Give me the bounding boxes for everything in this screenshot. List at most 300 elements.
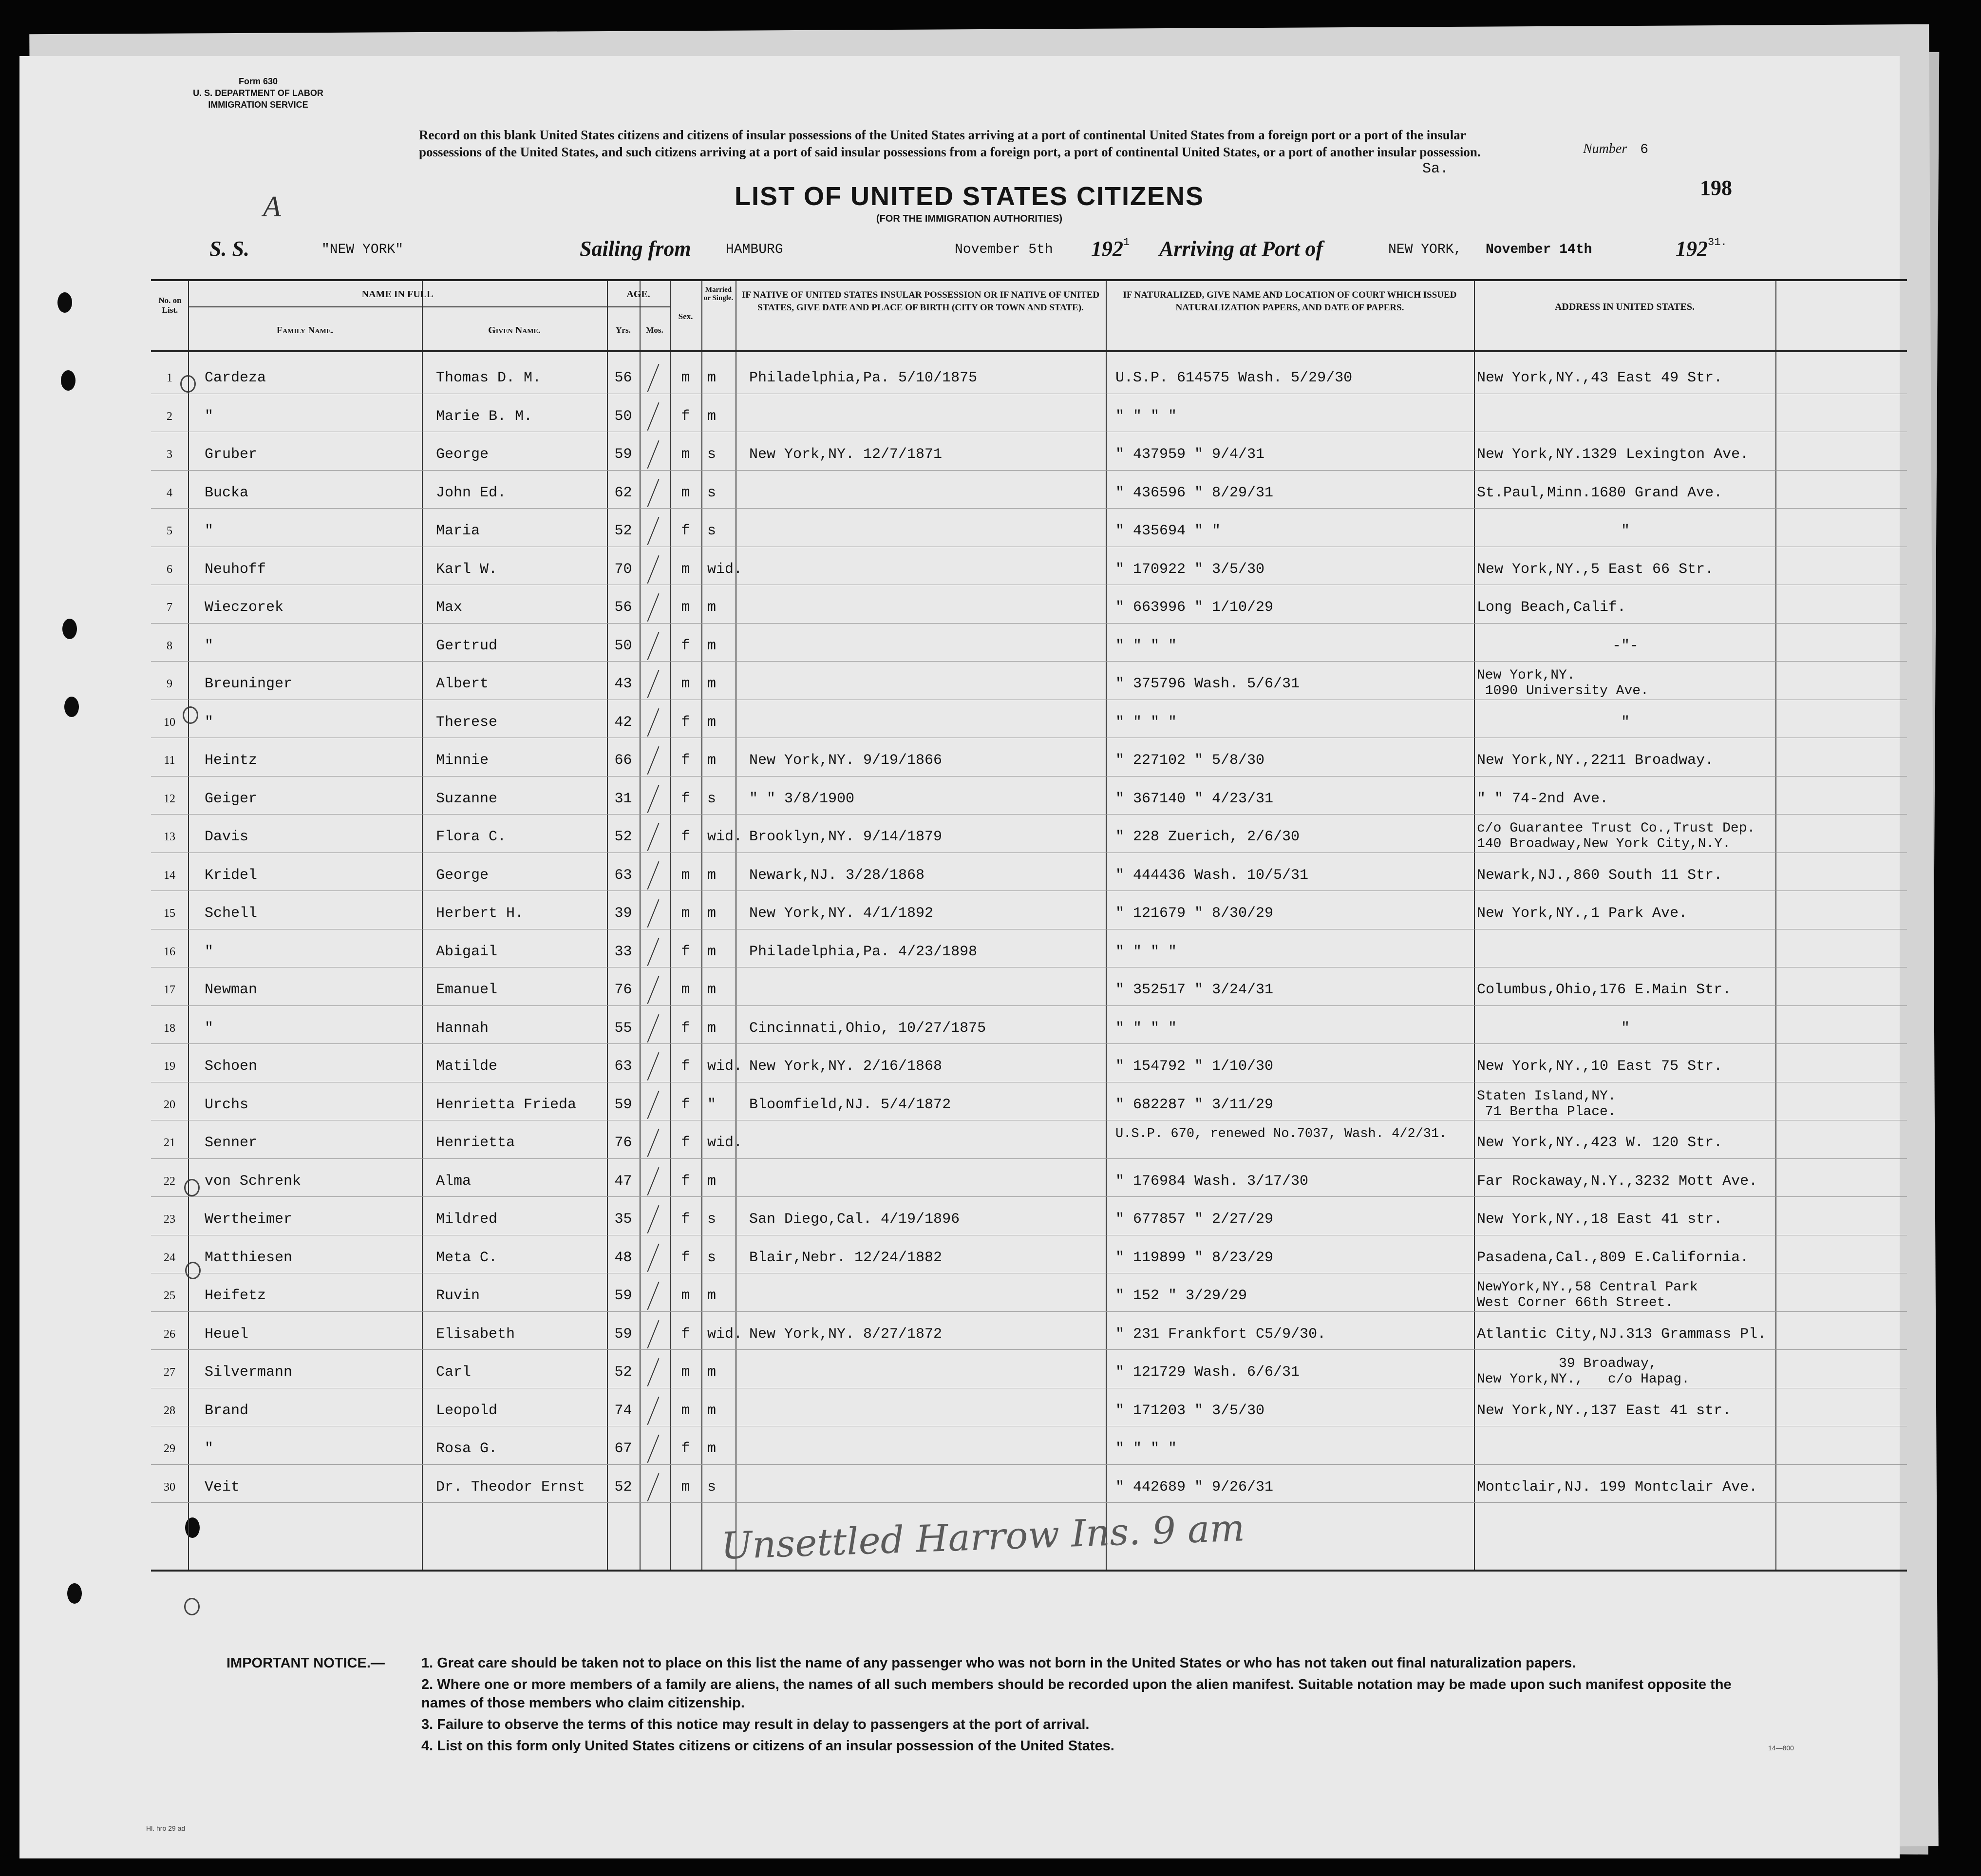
cell-no: 3 — [167, 448, 172, 461]
cell-family: Brand — [205, 1402, 249, 1419]
cell-no: 13 — [164, 831, 175, 843]
column-divider — [422, 281, 423, 1570]
cell-address: New York,NY.,137 East 41 str. — [1477, 1402, 1732, 1419]
cell-sex: f — [681, 1058, 690, 1075]
notice-item: 4. List on this form only United States citizens or citizens of an insular possession of the United States. — [421, 1738, 1114, 1754]
header-yrs: Yrs. — [616, 325, 631, 335]
cell-age: 42 — [614, 714, 632, 731]
notice-item: 3. Failure to observe the terms of this notice may result in delay to passengers at the port of arrival. — [421, 1717, 1090, 1732]
cell-family: " — [205, 408, 214, 425]
cell-family: Veit — [205, 1478, 240, 1496]
cell-address: Pasadena,Cal.,809 E.California. — [1477, 1249, 1749, 1266]
cell-naturalized: " 677857 " 2/27/29 — [1115, 1211, 1274, 1228]
cell-age: 56 — [614, 599, 632, 616]
cell-given: Flora C. — [436, 829, 507, 845]
cell-married: m — [707, 599, 717, 616]
cell-birth: Cincinnati,Ohio, 10/27/1875 — [749, 1020, 986, 1037]
cell-married: s — [707, 484, 717, 501]
year-prefix-2: 192 — [1676, 237, 1708, 261]
cell-birth: " " 3/8/1900 — [749, 790, 855, 807]
cell-family: " — [205, 943, 214, 960]
cell-family: Cardeza — [205, 370, 266, 386]
page-title: LIST OF UNITED STATES CITIZENS — [735, 182, 1204, 211]
cell-married: m — [707, 1402, 717, 1419]
cell-married: m — [707, 1173, 717, 1190]
notice-item: 1. Great care should be taken not to place on this list the name of any passenger who was not born in the United States or who has not taken out final naturalization papers. — [421, 1655, 1576, 1671]
cell-given: Thomas D. M. — [436, 370, 542, 386]
voyage-line — [209, 236, 1875, 265]
cell-family: Breuninger — [205, 676, 293, 692]
cell-no: 10 — [164, 716, 175, 729]
cell-sex: m — [681, 484, 690, 501]
months-tick-mark — [647, 823, 659, 851]
cell-family: Urchs — [205, 1096, 249, 1113]
cell-married: m — [707, 905, 717, 922]
binder-hole — [67, 1583, 82, 1604]
row-rule — [151, 470, 1907, 471]
cell-married: m — [707, 676, 717, 692]
cell-no: 11 — [164, 754, 175, 767]
number-field — [1583, 141, 1648, 157]
cell-no: 30 — [164, 1480, 175, 1494]
cell-age: 55 — [614, 1020, 632, 1037]
binder-hole — [61, 370, 75, 391]
cell-given: Matilde — [436, 1058, 498, 1075]
cell-given: Minnie — [436, 752, 489, 769]
cell-family: Gruber — [205, 446, 258, 463]
cell-age: 48 — [614, 1249, 632, 1266]
cell-naturalized: " 171203 " 3/5/30 — [1115, 1402, 1265, 1419]
cell-naturalized: U.S.P. 670, renewed No.7037, Wash. 4/2/31. — [1115, 1127, 1447, 1141]
handwritten-mark: A — [263, 190, 281, 223]
cell-birth: Philadelphia,Pa. 4/23/1898 — [749, 943, 978, 960]
cell-sex: f — [681, 523, 690, 539]
cell-address: " — [1621, 523, 1630, 539]
cell-given: Alma — [436, 1173, 472, 1190]
cell-naturalized: " " " " — [1115, 1440, 1177, 1457]
cell-no: 22 — [164, 1175, 175, 1188]
cell-family: Geiger — [205, 790, 258, 807]
months-tick-mark — [647, 478, 659, 507]
row-rule — [151, 1196, 1907, 1197]
arriving-label: Arriving at Port of — [1159, 237, 1323, 261]
cell-naturalized: " 437959 " 9/4/31 — [1115, 446, 1265, 463]
row-rule — [151, 814, 1907, 815]
cell-given: Abigail — [436, 943, 498, 960]
number-label: Number — [1583, 141, 1627, 156]
cell-age: 59 — [614, 1288, 632, 1304]
cell-age: 63 — [614, 867, 632, 884]
cell-birth: Philadelphia,Pa. 5/10/1875 — [749, 370, 978, 386]
cell-address: New York,NY.,423 W. 120 Str. — [1477, 1135, 1723, 1151]
months-tick-mark — [647, 976, 659, 1004]
cell-married: " — [707, 1096, 717, 1113]
cell-no: 25 — [164, 1289, 175, 1302]
cell-married: m — [707, 1288, 717, 1304]
months-tick-mark — [647, 1090, 659, 1118]
months-tick-mark — [647, 402, 659, 430]
cell-address: St.Paul,Minn.1680 Grand Ave. — [1477, 484, 1723, 501]
cell-sex: f — [681, 752, 690, 769]
cell-married: wid. — [707, 561, 743, 578]
cell-naturalized: U.S.P. 614575 Wash. 5/29/30 — [1115, 370, 1353, 386]
notice-items — [421, 1654, 1736, 1758]
cell-age: 31 — [614, 790, 632, 807]
header-mos: Mos. — [646, 325, 663, 335]
header-address: ADDRESS IN UNITED STATES. — [1554, 302, 1695, 312]
cell-sex: m — [681, 905, 690, 922]
cell-birth: New York,NY. 9/19/1866 — [749, 752, 943, 769]
row-rule — [151, 508, 1907, 509]
cell-birth: New York,NY. 8/27/1872 — [749, 1326, 943, 1343]
cell-naturalized: " " " " — [1115, 943, 1177, 960]
cell-family: Silvermann — [205, 1364, 293, 1381]
date-from: November 5th — [955, 242, 1053, 257]
cell-address: -"- — [1612, 637, 1639, 654]
cell-sex: m — [681, 1364, 690, 1381]
header-age: AGE. — [626, 289, 650, 300]
cell-no: 6 — [167, 563, 172, 576]
cell-age: 76 — [614, 982, 632, 998]
cell-married: m — [707, 714, 717, 731]
months-tick-mark — [647, 746, 659, 775]
cell-naturalized: " 442689 " 9/26/31 — [1115, 1478, 1274, 1496]
sa-mark: Sa. — [1422, 161, 1449, 177]
cell-given: Suzanne — [436, 790, 498, 807]
cell-married: s — [707, 790, 717, 807]
cell-given: Mildred — [436, 1211, 498, 1228]
months-tick-mark — [647, 708, 659, 736]
cell-sex: f — [681, 1211, 690, 1228]
cell-address: New York,NY.,43 East 49 Str. — [1477, 370, 1723, 386]
cell-address: New York,NY.,18 East 41 str. — [1477, 1211, 1723, 1228]
cell-address: Newark,NJ.,860 South 11 Str. — [1477, 867, 1723, 884]
cell-age: 52 — [614, 523, 632, 539]
port-to: NEW YORK, — [1388, 242, 1462, 257]
cell-age: 59 — [614, 446, 632, 463]
cell-given: Henrietta Frieda — [436, 1096, 577, 1113]
cell-naturalized: " 227102 " 5/8/30 — [1115, 752, 1265, 769]
cell-no: 1 — [167, 372, 172, 384]
column-divider — [1106, 281, 1107, 1570]
cell-no: 24 — [164, 1251, 175, 1264]
cell-sex: f — [681, 1096, 690, 1113]
column-divider — [640, 281, 641, 1570]
binder-hole — [62, 619, 77, 639]
column-divider — [701, 281, 702, 1570]
cell-given: Max — [436, 599, 463, 616]
date-to-wrap — [1486, 242, 1592, 257]
cell-naturalized: " 375796 Wash. 5/6/31 — [1115, 676, 1300, 692]
cell-married: m — [707, 1440, 717, 1457]
page-number: 198 — [1700, 176, 1732, 200]
months-tick-mark — [647, 784, 659, 813]
months-tick-mark — [647, 670, 659, 698]
cell-family: Neuhoff — [205, 561, 266, 578]
months-tick-mark — [647, 1243, 659, 1271]
form-identification — [161, 76, 356, 111]
cell-sex: f — [681, 943, 690, 960]
cell-naturalized: " 682287 " 3/11/29 — [1115, 1096, 1274, 1113]
header-no: No. on List. — [158, 296, 182, 315]
cell-family: " — [205, 523, 214, 539]
cell-no: 23 — [164, 1213, 175, 1226]
cell-married: s — [707, 446, 717, 463]
cell-given: George — [436, 446, 489, 463]
cell-no: 18 — [164, 1022, 175, 1035]
months-tick-mark — [647, 517, 659, 545]
months-tick-mark — [647, 1129, 659, 1157]
row-rule — [151, 623, 1907, 624]
cell-family: Matthiesen — [205, 1249, 293, 1266]
cell-sex: m — [681, 1402, 690, 1419]
cell-address: Columbus,Ohio,176 E.Main Str. — [1477, 982, 1732, 998]
cell-family: Wertheimer — [205, 1211, 293, 1228]
cell-no: 14 — [164, 869, 175, 882]
months-tick-mark — [647, 1014, 659, 1042]
cell-given: Albert — [436, 676, 489, 692]
cell-sex: f — [681, 1249, 690, 1266]
cell-family: " — [205, 714, 214, 731]
months-tick-mark — [647, 937, 659, 966]
cell-family: " — [205, 637, 214, 654]
cell-married: m — [707, 637, 717, 654]
cell-no: 20 — [164, 1098, 175, 1111]
cell-address: Staten Island,NY. 71 Bertha Place. — [1477, 1088, 1616, 1119]
months-tick-mark — [647, 1167, 659, 1195]
months-tick-mark — [647, 1396, 659, 1424]
inspector-signature: Unsettled Harrow Ins. 9 am — [720, 1506, 1245, 1568]
months-tick-mark — [647, 440, 659, 469]
cell-sex: m — [681, 370, 690, 386]
cell-address: 39 Broadway, New York,NY., c/o Hapag. — [1477, 1356, 1690, 1387]
cell-sex: f — [681, 714, 690, 731]
cell-address: " — [1621, 714, 1630, 731]
cell-naturalized: " 121679 " 8/30/29 — [1115, 905, 1274, 922]
row-rule — [151, 776, 1907, 777]
cell-address: Montclair,NJ. 199 Montclair Ave. — [1477, 1478, 1758, 1496]
header-birth: IF NATIVE OF UNITED STATES INSULAR POSSESSION OR IF NATIVE OF UNITED STATES, GIVE DATE AND PLACE OF BIRTH (CITY OR TOWN AND STATE). — [741, 290, 1100, 313]
cell-no: 19 — [164, 1060, 175, 1073]
year-suffix-2: 31. — [1708, 236, 1727, 248]
cell-married: s — [707, 1211, 717, 1228]
cell-age: 76 — [614, 1135, 632, 1151]
months-tick-mark — [647, 593, 659, 622]
cell-given: Emanuel — [436, 982, 498, 998]
ss-label: S. S. — [209, 237, 249, 261]
cell-married: m — [707, 982, 717, 998]
row-rule — [151, 1502, 1907, 1503]
cell-sex: f — [681, 1020, 690, 1037]
cell-naturalized: " 228 Zuerich, 2/6/30 — [1115, 829, 1300, 845]
cell-married: s — [707, 523, 717, 539]
cell-age: 59 — [614, 1096, 632, 1113]
cell-no: 17 — [164, 984, 175, 996]
cell-family: von Schrenk — [205, 1173, 302, 1190]
cell-age: 47 — [614, 1173, 632, 1190]
cell-family: Schoen — [205, 1058, 258, 1075]
ship-name: "NEW YORK" — [321, 242, 404, 257]
cell-age: 63 — [614, 1058, 632, 1075]
cell-no: 29 — [164, 1442, 175, 1455]
row-rule — [151, 1158, 1907, 1159]
cell-family: Schell — [205, 905, 258, 922]
cell-family: Bucka — [205, 484, 249, 501]
cell-age: 56 — [614, 370, 632, 386]
cell-naturalized: " 435694 " " — [1115, 523, 1221, 539]
row-rule — [151, 1311, 1907, 1312]
cell-married: m — [707, 1020, 717, 1037]
cell-married: m — [707, 943, 717, 960]
cell-age: 50 — [614, 408, 632, 425]
cell-sex: f — [681, 790, 690, 807]
form-code: 14—800 — [1768, 1744, 1794, 1752]
cell-given: John Ed. — [436, 484, 507, 501]
column-divider — [1775, 281, 1776, 1570]
cell-address: New York,NY.,2211 Broadway. — [1477, 752, 1714, 769]
cell-naturalized: " " " " — [1115, 714, 1177, 731]
cell-naturalized: " 154792 " 1/10/30 — [1115, 1058, 1274, 1075]
cell-naturalized: " " " " — [1115, 1020, 1177, 1037]
cell-naturalized: " 152 " 3/29/29 — [1115, 1288, 1247, 1304]
page-subtitle: (FOR THE IMMIGRATION AUTHORITIES) — [876, 213, 1063, 224]
header-given-name: Given Name. — [488, 325, 541, 336]
cell-naturalized: " 436596 " 8/29/31 — [1115, 484, 1274, 501]
cell-age: 52 — [614, 1364, 632, 1381]
cell-age: 70 — [614, 561, 632, 578]
service: IMMIGRATION SERVICE — [208, 100, 308, 110]
binder-hole — [57, 292, 72, 313]
cell-address: New York,NY.,10 East 75 Str. — [1477, 1058, 1723, 1075]
cell-given: George — [436, 867, 489, 884]
age-subheader-rule — [607, 306, 670, 307]
cell-given: Gertrud — [436, 637, 498, 654]
row-rule — [151, 661, 1907, 662]
cell-given: Karl W. — [436, 561, 498, 578]
cell-birth: New York,NY. 2/16/1868 — [749, 1058, 943, 1075]
cell-age: 43 — [614, 676, 632, 692]
cell-address: Far Rockaway,N.Y.,3232 Mott Ave. — [1477, 1173, 1758, 1190]
row-rule — [151, 1464, 1907, 1465]
cell-no: 8 — [167, 639, 172, 652]
cell-no: 12 — [164, 792, 175, 805]
cell-age: 74 — [614, 1402, 632, 1419]
cell-given: Henrietta — [436, 1135, 515, 1151]
cell-sex: f — [681, 829, 690, 845]
months-tick-mark — [647, 1473, 659, 1501]
cell-married: s — [707, 1249, 717, 1266]
cell-birth: New York,NY. 4/1/1892 — [749, 905, 934, 922]
cell-married: wid. — [707, 1135, 743, 1151]
department: U. S. DEPARTMENT OF LABOR — [193, 88, 323, 98]
cell-age: 35 — [614, 1211, 632, 1228]
cell-address: New York,NY.,1 Park Ave. — [1477, 905, 1688, 922]
cell-family: " — [205, 1440, 214, 1457]
row-rule — [151, 1005, 1907, 1006]
cell-given: Hannah — [436, 1020, 489, 1037]
cell-sex: m — [681, 676, 690, 692]
cell-given: Maria — [436, 523, 480, 539]
cell-birth: Brooklyn,NY. 9/14/1879 — [749, 829, 943, 845]
year-from — [1091, 236, 1130, 261]
cell-address: NewYork,NY.,58 Central Park West Corner 66th Street. — [1477, 1280, 1698, 1310]
cell-married: m — [707, 370, 717, 386]
cell-sex: f — [681, 637, 690, 654]
months-tick-mark — [647, 1358, 659, 1386]
ring-mark — [184, 1598, 200, 1615]
cell-sex: m — [681, 599, 690, 616]
cell-age: 66 — [614, 752, 632, 769]
header-name-in-full: NAME IN FULL — [361, 289, 434, 300]
cell-age: 59 — [614, 1326, 632, 1343]
name-subheader-rule — [188, 306, 607, 307]
cell-sex: m — [681, 867, 690, 884]
cell-age: 50 — [614, 637, 632, 654]
cell-age: 67 — [614, 1440, 632, 1457]
header-sex: Sex. — [678, 312, 693, 321]
column-divider — [1474, 281, 1475, 1570]
cell-sex: m — [681, 1478, 690, 1496]
cell-naturalized: " 367140 " 4/23/31 — [1115, 790, 1274, 807]
cell-birth: Bloomfield,NJ. 5/4/1872 — [749, 1096, 951, 1113]
months-tick-mark — [647, 631, 659, 660]
months-tick-mark — [647, 555, 659, 583]
cell-sex: f — [681, 1326, 690, 1343]
cell-married: m — [707, 1364, 717, 1381]
cell-married: m — [707, 752, 717, 769]
cell-naturalized: " 663996 " 1/10/29 — [1115, 599, 1274, 616]
year-suffix-1: 1 — [1123, 236, 1130, 248]
cell-no: 27 — [164, 1366, 175, 1379]
cell-address: " — [1621, 1020, 1630, 1037]
months-tick-mark — [647, 1320, 659, 1348]
cell-address: " " 74-2nd Ave. — [1477, 790, 1609, 807]
cell-age: 52 — [614, 829, 632, 845]
cell-birth: New York,NY. 12/7/1871 — [749, 446, 943, 463]
months-tick-mark — [647, 899, 659, 928]
date-to: November 14th — [1486, 242, 1592, 257]
cell-family: Kridel — [205, 867, 258, 884]
number-value: 6 — [1640, 142, 1649, 157]
cell-married: m — [707, 867, 717, 884]
cell-given: Herbert H. — [436, 905, 524, 922]
binder-hole — [64, 697, 79, 717]
cell-address: New York,NY. 1090 University Ave. — [1477, 668, 1649, 699]
cell-no: 2 — [167, 410, 172, 423]
cell-given: Therese — [436, 714, 498, 731]
cell-naturalized: " " " " — [1115, 408, 1177, 425]
cell-no: 28 — [164, 1404, 175, 1417]
cell-naturalized: " 176984 Wash. 3/17/30 — [1115, 1173, 1309, 1190]
cell-birth: Blair,Nebr. 12/24/1882 — [749, 1249, 943, 1266]
cell-given: Marie B. M. — [436, 408, 533, 425]
cell-naturalized: " 119899 " 8/23/29 — [1115, 1249, 1274, 1266]
cell-married: wid. — [707, 829, 743, 845]
cell-sex: f — [681, 408, 690, 425]
cell-given: Meta C. — [436, 1249, 498, 1266]
cell-no: 26 — [164, 1327, 175, 1341]
cell-sex: m — [681, 561, 690, 578]
cell-naturalized: " 170922 " 3/5/30 — [1115, 561, 1265, 578]
year-prefix-1: 192 — [1091, 237, 1123, 261]
cell-married: m — [707, 408, 717, 425]
cell-no: 9 — [167, 678, 172, 690]
cell-married: wid. — [707, 1058, 743, 1075]
cell-no: 5 — [167, 525, 172, 537]
months-tick-mark — [647, 1205, 659, 1233]
notice-item: 2. Where one or more members of a family are aliens, the names of all such members should be recorded upon the alien manifest. Suitable notation may be made upon such manifest opposite the names of those members who claim citizenship. — [421, 1677, 1732, 1711]
cell-address: c/o Guarantee Trust Co.,Trust Dep. 140 Broadway,New York City,N.Y. — [1477, 821, 1755, 852]
